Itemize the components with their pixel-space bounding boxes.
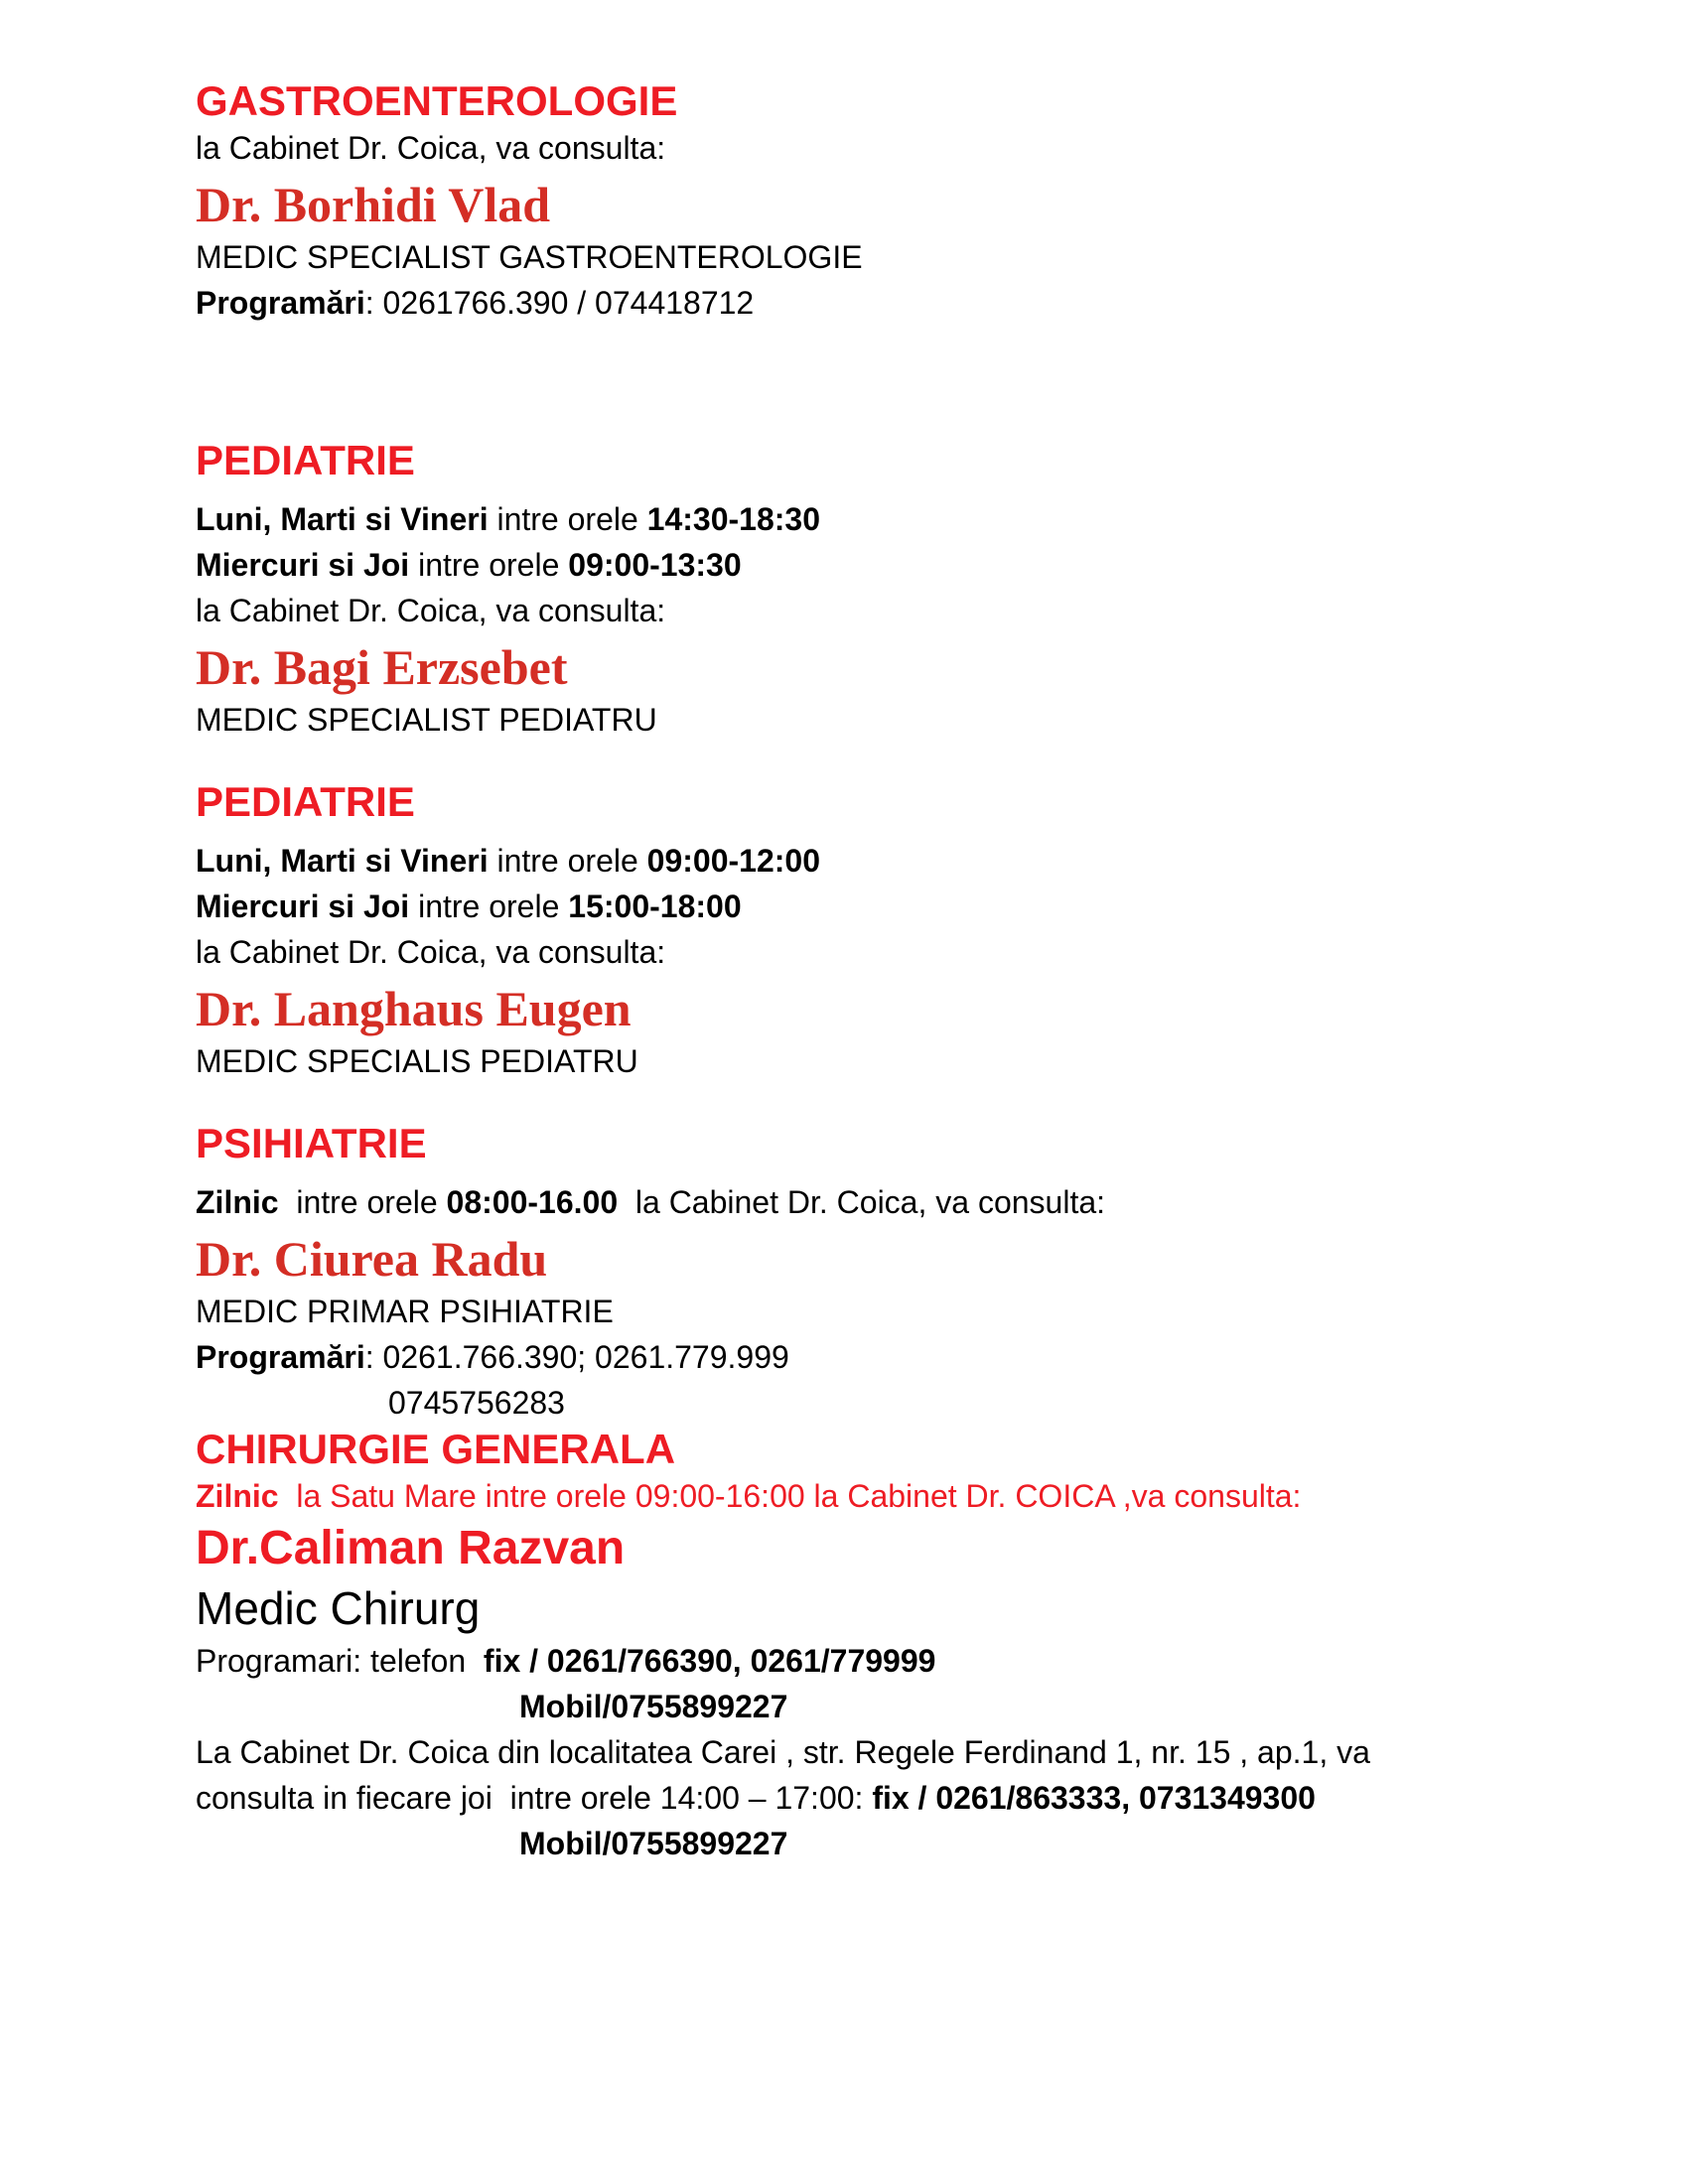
schedule-line-1 [196,838,1586,884]
schedule-line [196,1473,1586,1519]
schedule-line-2 [196,884,1586,929]
doctor-specialty: MEDIC SPECIALIST PEDIATRU [196,702,657,738]
intro-text: la Cabinet Dr. Coica, va consulta: [196,934,666,970]
doctor-name: Dr. Langhaus Eugen [196,981,632,1036]
section-pediatrie-1 [196,437,1586,743]
schedule-days: Luni, Marti si Vineri [196,843,489,879]
carei-text-line-2 [196,1775,1586,1821]
schedule-line-2 [196,542,1586,588]
phone-mobile: Mobil/0755899227 [519,1689,788,1724]
appointments-phones: : 0261.766.390; 0261.779.999 [364,1339,789,1375]
carei-mobile-line [196,1821,1586,1866]
section-pediatrie-2 [196,778,1586,1084]
section-chirurgie-generala [196,1426,1586,1866]
doctor-specialty: MEDIC SPECIALIST GASTROENTEROLOGIE [196,239,863,275]
section-title: GASTROENTEROLOGIE [196,77,678,124]
schedule-days: Luni, Marti si Vineri [196,501,489,537]
appointments-label: Programări [196,1339,365,1375]
schedule-hours: 14:30-18:30 [646,501,820,537]
appointments-line [196,1638,1586,1684]
schedule-hours: 09:00-13:30 [568,547,742,583]
schedule-between: intre orele [488,843,647,879]
schedule-days: Zilnic [196,1478,279,1514]
schedule-days: Miercuri si Joi [196,547,410,583]
phone-fix: fix / 0261/766390, 0261/779999 [483,1643,936,1679]
schedule-hours: 15:00-18:00 [568,888,742,924]
schedule-hours: 08:00-16.00 [446,1184,619,1220]
schedule-days: Zilnic [196,1184,279,1220]
section-title: CHIRURGIE GENERALA [196,1426,676,1472]
doctor-name: Dr.Caliman Razvan [196,1522,626,1574]
intro-text: la Cabinet Dr. Coica, va consulta: [196,593,666,628]
schedule-hours: 09:00-12:00 [646,843,820,879]
schedule-between: intre orele [409,547,569,583]
schedule-between: intre orele [488,501,647,537]
section-title: PEDIATRIE [196,437,415,483]
schedule-location: la Cabinet Dr. Coica, va consulta: [618,1184,1106,1220]
appointments-line [196,1334,1586,1380]
carei-mobile: Mobil/0755899227 [519,1826,788,1861]
document-page [196,77,1586,1866]
carei-text-line-1: La Cabinet Dr. Coica din localitatea Carei , str. Regele Ferdinand 1, nr. 15 , ap.1, va [196,1734,1370,1770]
section-psihiatrie [196,1120,1586,1426]
intro-text: la Cabinet Dr. Coica, va consulta: [196,130,666,166]
section-gastroenterologie [196,77,1586,326]
carei-phone: fix / 0261/863333, 0731349300 [872,1780,1316,1816]
doctor-name: Dr. Bagi Erzsebet [196,639,568,695]
phone-mobile-line [196,1684,1586,1729]
schedule-between: intre orele [409,888,569,924]
doctor-name: Dr. Ciurea Radu [196,1231,548,1287]
section-title: PSIHIATRIE [196,1120,427,1166]
doctor-specialty: Medic Chirurg [196,1582,481,1634]
schedule-line [196,1179,1586,1225]
carei-schedule: consulta in fiecare joi intre orele 14:00 – 17:00: [196,1780,873,1816]
schedule-between: intre orele [278,1184,447,1220]
appointments-mobile: 0745756283 [388,1385,565,1421]
doctor-specialty: MEDIC SPECIALIS PEDIATRU [196,1043,638,1079]
section-title: PEDIATRIE [196,778,415,825]
appointments-label: Programări [196,285,365,321]
schedule-days: Miercuri si Joi [196,888,410,924]
appointments-phones: : 0261766.390 / 074418712 [364,285,755,321]
schedule-text: la Satu Mare intre orele 09:00-16:00 la Cabinet Dr. COICA ,va consulta: [278,1478,1302,1514]
doctor-specialty: MEDIC PRIMAR PSIHIATRIE [196,1294,614,1329]
schedule-line-1 [196,496,1586,542]
appointments-label: Programari: telefon [196,1643,484,1679]
appointments-line [196,280,1586,326]
doctor-name: Dr. Borhidi Vlad [196,177,551,232]
